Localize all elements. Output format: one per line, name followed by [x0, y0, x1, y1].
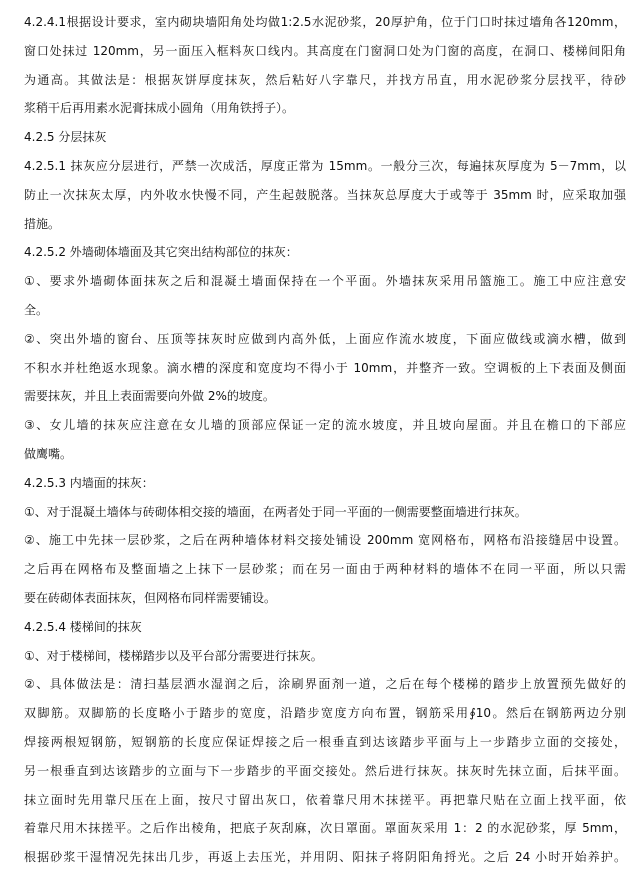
text-line: 不积水并杜绝返水现象。滴水槽的深度和宽度均不得小于 10mm，并整齐一致。空调板的上下表面及侧面 [24, 360, 626, 375]
text-line: 着靠尺用木抹搓平。之后作出棱角，把底子灰刮麻，次日罩面。罩面灰采用 1：2 的水泥砂浆，厚 5mm， [24, 821, 626, 836]
text-line: 4.2.5 分层抹灰 [24, 130, 107, 145]
text-line: 做鹰嘴。 [24, 447, 73, 461]
text-line: 为通高。其做法是：根据灰饼厚度抹灰，然后粘好八字靠尺，并找方吊直，用水泥砂浆分层找平，待砂 [24, 72, 626, 87]
text-line: 要在砖砌体表面抹灰，但网格布同样需要铺设。 [24, 591, 277, 605]
text-line: 双脚筋。双脚筋的长度略小于踏步的宽度，沿踏步宽度方向布置，钢筋采用∮10。然后在钢筋两边分别 [24, 706, 626, 721]
text-line: 焊接两根短钢筋，短钢筋的长度应保证焊接之后一根垂直到达该踏步平面与上一步踏步立面的交接处， [24, 735, 626, 749]
text-line: ②、具体做法是：清扫基层洒水湿润之后，涂刷界面剂一道，之后在每个楼梯的踏步上放置预先做好的 [24, 677, 626, 692]
text-line: ②、施工中先抹一层砂浆，之后在两种墙体材料交接处铺设 200mm 宽网格布，网格布沿接缝居中设置。 [24, 533, 626, 548]
text-line: 措施。 [24, 216, 61, 231]
text-line: ①、要求外墙砌体面抹灰之后和混凝土墙面保持在一个平面。外墙抹灰采用吊篮施工。施工中应注意安 [24, 274, 626, 289]
text-line: ②、突出外墙的窗台、压顶等抹灰时应做到内高外低，上面应作流水坡度，下面应做线或滴水槽，做到 [24, 331, 626, 346]
text-line: 4.2.5.4 楼梯间的抹灰 [24, 619, 142, 634]
text-line: ①、对于混凝土墙体与砖砌体相交接的墙面，在两者处于同一平面的一侧需要整面墙进行抹灰。 [24, 504, 527, 519]
text-line: 窗口处抹过 120mm，另一面压入框料灰口线内。其高度在门窗洞口处为门窗的高度，在洞口、楼梯间阳角 [24, 43, 626, 58]
text-line: ①、对于楼梯间，楼梯踏步以及平台部分需要进行抹灰。 [24, 648, 323, 663]
text-line: 4.2.5.2 外墙砌体墙面及其它突出结构部位的抹灰： [24, 245, 298, 260]
text-line: 防止一次抹灰太厚，内外收水快慢不同，产生起鼓脱落。当抹灰总厚度大于或等于 35mm 时，应采取加强 [24, 187, 626, 202]
text-line: 4.2.4.1根据设计要求，室内砌块墙阳角处均做1:2.5水泥砂浆，20厚护角，位于门口时抹过墙角各120mm， [24, 15, 626, 29]
text-line: 抹立面时先用靠尺压在上面，按尺寸留出灰口，依着靠尺用木抹搓平。再把靠尺贴在立面上找平面，依 [24, 792, 626, 807]
text-line: 浆稍干后再用素水泥膏抹成小圆角（用角铁捋子）。 [24, 101, 295, 116]
text-line: 全。 [24, 303, 49, 317]
text-line: ③、女儿墙的抹灰应注意在女儿墙的顶部应保证一定的流水坡度，并且坡向屋面。并且在檐口的下部应 [24, 418, 626, 433]
text-line: 另一根垂直到达该踏步的立面与下一步踏步的平面交接处。然后进行抹灰。抹灰时先抹立面，后抹平面。 [24, 763, 626, 778]
text-line: 需要抹灰，并且上表面需要向外做 2%的坡度。 [24, 389, 275, 404]
text-line: 4.2.5.3 内墙面的抹灰： [24, 475, 154, 490]
text-line: 4.2.5.1 抹灰应分层进行，严禁一次成活，厚度正常为 15mm。一般分三次，每遍抹灰厚度为 5－7mm，以 [24, 159, 626, 173]
text-line: 根据砂浆干湿情况先抹出几步，再返上去压光，并用阴、阳抹子将阴阳角捋光。之后 24 小时开始养护。 [24, 850, 626, 865]
text-line: 之后再在网格布及整面墙之上抹下一层砂浆；而在另一面由于两种材料的墙体不在同一平面，所以只需 [24, 562, 626, 577]
